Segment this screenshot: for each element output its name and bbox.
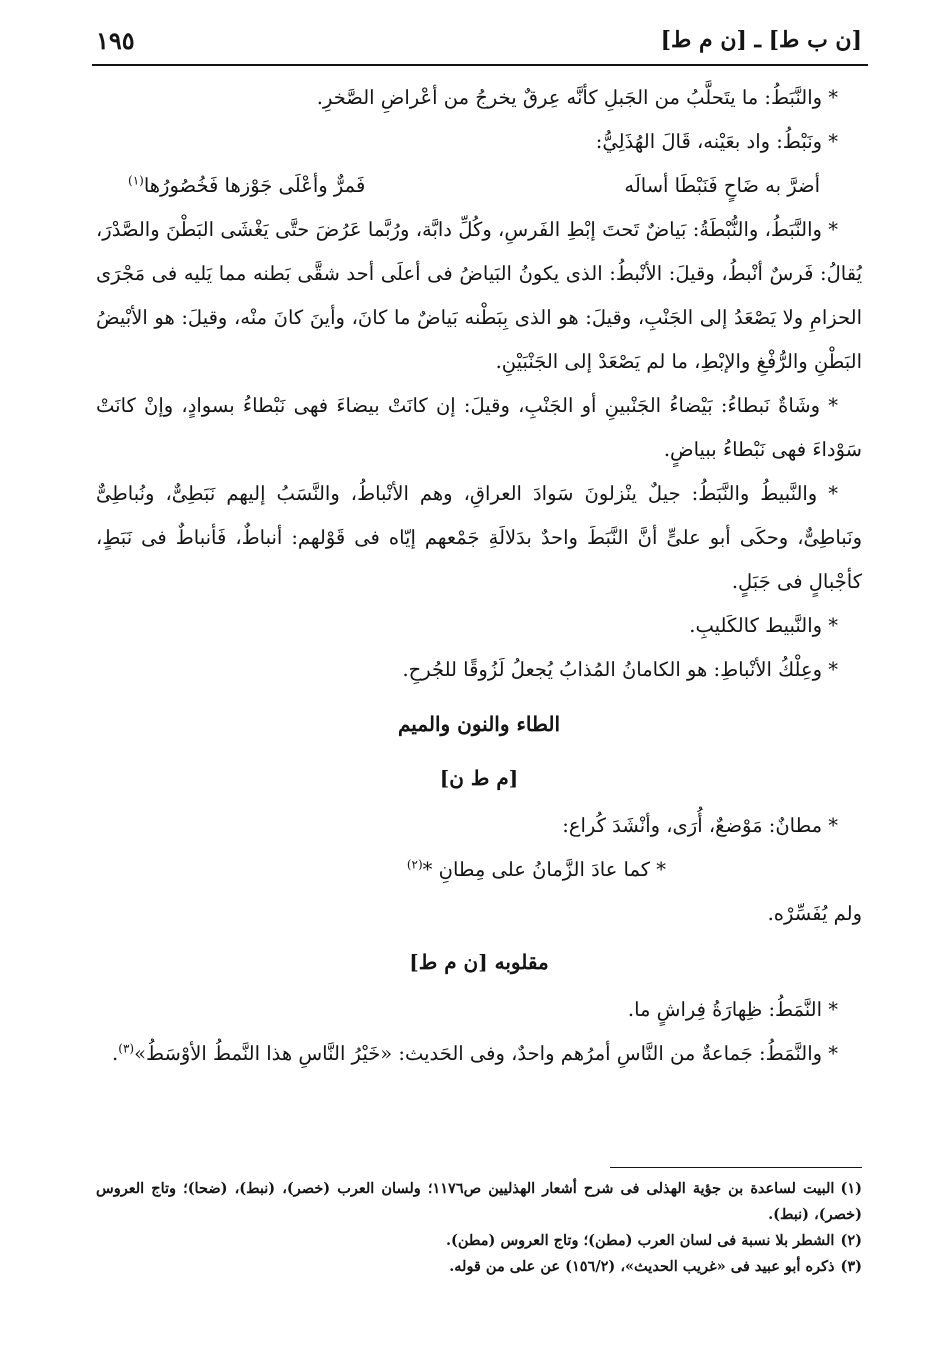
footnote-2 — [96, 1228, 862, 1254]
footnote-ref-3[interactable]: (٣) — [118, 1041, 135, 1056]
footnote-ref-2[interactable]: (٢) — [406, 857, 423, 872]
entry-namat-cover: * النَّمَطُ: ظِهارَةُ فِراشٍ ما. — [627, 998, 838, 1021]
entry-nabit-kalib: * والنَّبيط كالكَليبِ. — [689, 614, 838, 637]
footnote-1-text: البيت لساعدة بن جؤية الهذلى فى شرح أشعار الهذليين ص١١٧٦؛ ولسان العرب (خصر)، (نبط)، (ضحا)؛ وتاج العروس (خصر)، (نبط). — [96, 1180, 862, 1223]
verse-first-hemistich: أضرَّ به ضَاحٍ فَنَبْطَا أسالَه — [624, 174, 820, 197]
footnote-3-text: ذكره أبو عبيد فى «غريب الحديث»، (١٥٦/٢) عن على من قوله. — [449, 1258, 835, 1275]
entry-ilk-anbat: * وعِلْكُ الأنْباطِ: هو الكامانُ المُذابُ يُجعلُ لَزُوقًا للجُرحِ. — [402, 658, 838, 681]
entry-nabat-white: * والنَّبَطُ، والنُّبْطَةُ: بَياضٌ تَحتَ إبْطِ الفَرسِ، وكُلِّ دابَّة، ورُبَّما عَرُضَ حتَّى يَغْشَى البَطْنَ والصَّدْرَ، يُقالُ: فَرسٌ أنْبطُ، وقيلَ: الأنْبطُ: الذى يكونُ البَياضُ فى أعلَى أحد شقَّى بَطنه مما يَليه فى مَجْرَى الحزامِ ولا يَصْعَدُ إلى الجَنْبِ، وقيلَ: هو الذى بِبَطْنه بَياضٌ ما كانَ، وأينَ كانَ منْه، وقيلَ: هو الأبْيضُ البَطْنِ والرُّفْغِ والإبْطِ، ما لم يَصْعَدْ إلى الجَنْبَيْنِ. — [96, 218, 862, 373]
footnote-1-mark: (١) — [840, 1180, 862, 1197]
section-heading: الطاء والنون والميم — [397, 712, 561, 736]
entry-namat-group: * والنَّمَطُ: جَماعةٌ من النَّاسِ أمرُهم واحدٌ، وفى الحَديث: «خَيْرُ النَّاسِ هذا النَّمطُ الأوْسَطُ»$^{(٣)}$. — [112, 1041, 838, 1065]
entry-nabta-sheep: * وشَاةٌ نَبطاءُ: بَيْضاءُ الجَنْبينِ أو الجَنْبِ، وقيلَ: إن كانَتْ بيضاءَ فهى نَبْطاءُ بسوادٍ، وإنْ كانَتْ سَوْداءَ فهى نَبْطاءُ ببياضٍ. — [96, 394, 862, 461]
entry-nabit-people: * والنَّبيطُ والنَّبَطُ: جيلٌ ينْزلونَ سَوادَ العراقِ، وهم الأنْباطُ، والنَّسَبُ إليهم نَبَطِىٌّ، ونُباطِىٌّ ونَباطِىٌّ، وحكَى أبو علىٍّ أنَّ النَّبَطَ واحدٌ بدَلالَةِ جَمْعهم إيّاه فى قَوْلهم: أنباطٌ، فَأنباطٌ فى نَبَطٍ، كأجْبالٍ فى جَبَلٍ. — [96, 482, 862, 593]
footnote-2-text: الشطر بلا نسبة فى لسان العرب (مطن)؛ وتاج العروس (مطن). — [445, 1232, 835, 1249]
inverted-root-heading: مقلوبه [ن م ط] — [409, 950, 549, 974]
footnote-3-mark: (٣) — [840, 1258, 862, 1275]
running-title: [ن ب ط] ـ [ن م ط] — [660, 27, 862, 53]
page-number: ١٩٥ — [96, 25, 135, 55]
entry-matan: * مطانٌ: مَوْضعٌ، أُرَى، وأنْشَدَ كُراع: — [562, 814, 838, 837]
main-text — [96, 76, 862, 1076]
root-heading: [م ط ن] — [439, 766, 519, 790]
matan-note: ولم يُفَسِّرْه. — [767, 902, 862, 925]
footnote-1 — [96, 1176, 862, 1228]
footnote-ref-1[interactable]: (١) — [128, 173, 144, 188]
poem-verse — [96, 164, 862, 208]
entry-nabat-water: * والنَّبَطُ: ما يتَحلَّبُ من الجَبلِ كأنَّه عِرقٌ يخرجُ من أعْراضِ الصَّخرِ. — [316, 86, 838, 109]
footnote-2-mark: (٢) — [840, 1232, 862, 1249]
footnote-rule — [610, 1167, 862, 1168]
running-head — [96, 22, 862, 58]
entry-nabt-valley: * ونَبْطُ: واد بعَيْنه، قَالَ الهُذَلِيُّ: — [595, 130, 838, 153]
header-rule — [92, 64, 868, 66]
footnote-3 — [96, 1254, 862, 1280]
verse-second-hemistich: فَمرٌّ وأعْلَى جَوْزها فَخُصُورُها$^{(١)}$ — [128, 173, 366, 197]
footnotes — [96, 1176, 862, 1280]
matan-quote: * كما عادَ الزَّمانُ على مِطانِ *$^{(٢)}$ — [406, 857, 666, 881]
